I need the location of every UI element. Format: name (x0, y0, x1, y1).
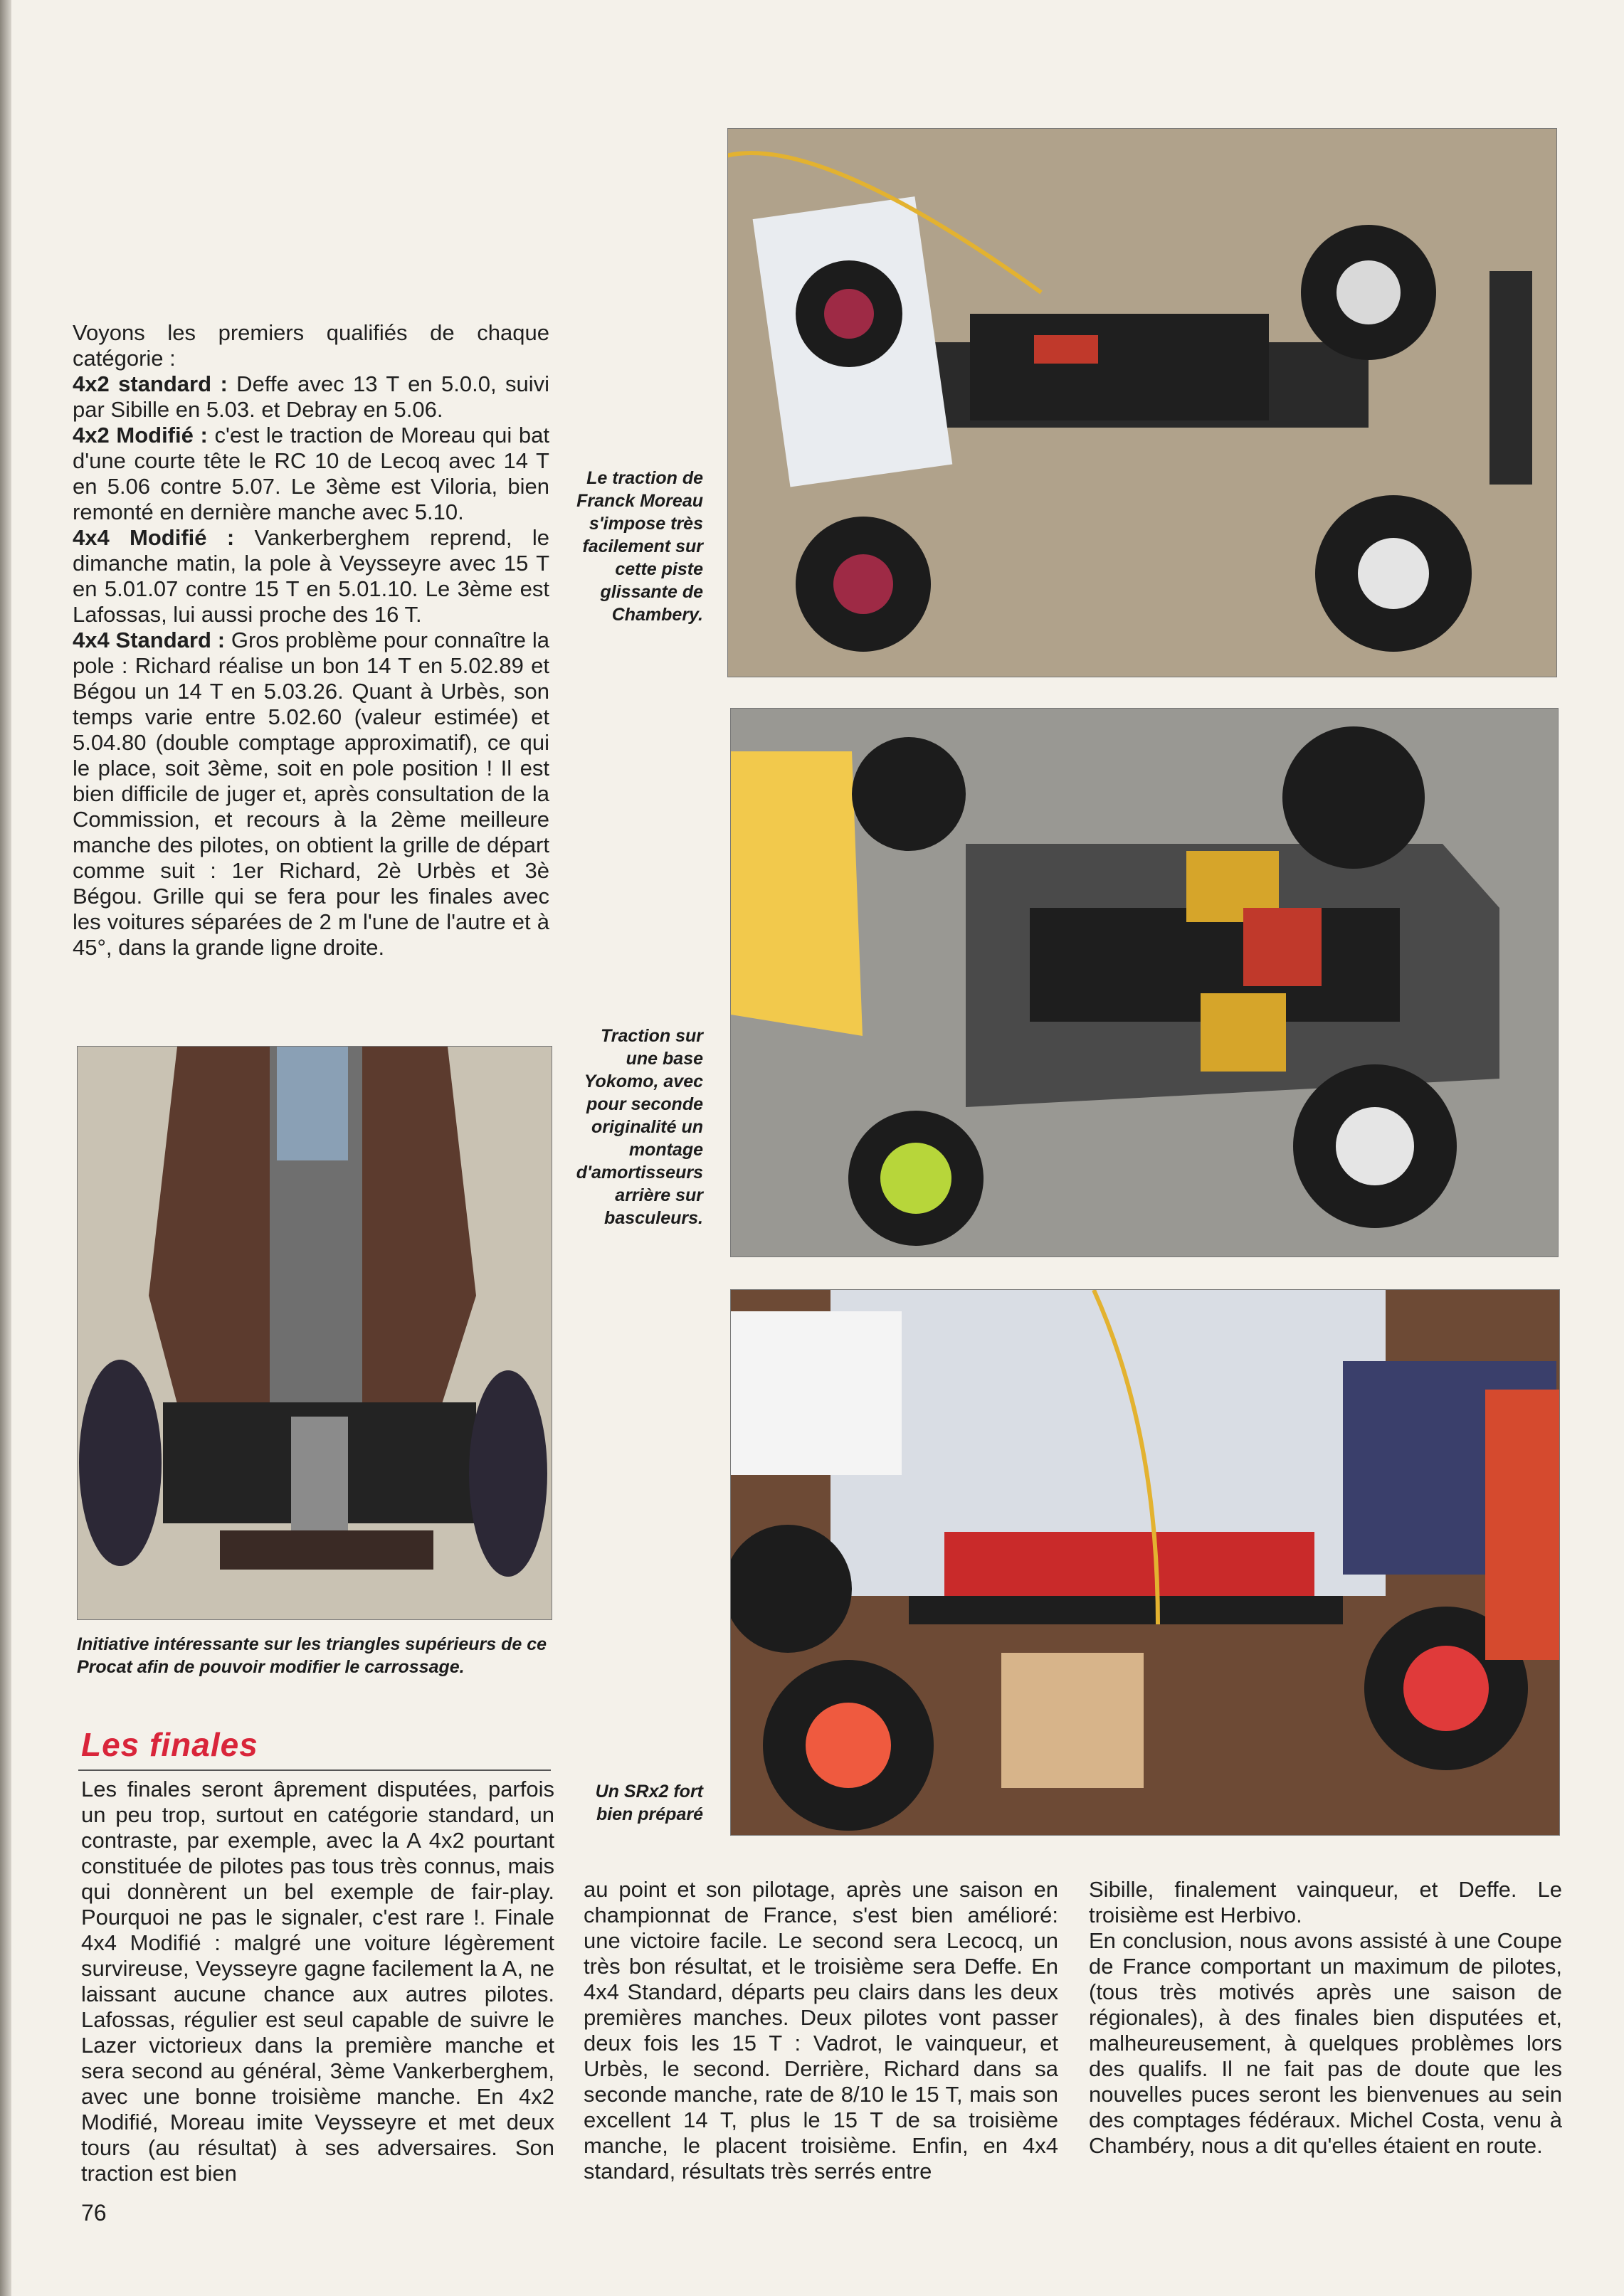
caption-photo-top: Le traction de Franck Moreau s'impose très facilement sur cette piste glissante de Chambery. (576, 468, 703, 625)
caption-photo-middle: Traction sur une base Yokomo, avec pour seconde originalité un montage d'amortisseurs arrière sur basculeurs. (576, 1026, 703, 1228)
finales-col1: Les finales seront âprement disputées, parfois un peu trop, surtout en catégorie standard, un contraste, par exemple, avec la A 4x2 pourtant constituée de pilotes pas tous très connus, mais qui donnèrent un bel exemple de fair-play. Pourquoi ne pas le signaler, c'est rare !. Finale 4x4 Modifié : malgré une voiture légèrement survireuse, Veysseyre gagne facilement la A, ne laissant aucune chance aux autres pilotes. Lafossas, régulier est seul capable de suivre le Lazer victorieux dans la première manche et sera second au général, 3ème Vankerberghem, avec une bonne troisième manche. En 4x2 Modifié, Moreau imite Veysseyre et met deux tours (au résultat) à ses adversaires. Son traction est bien (81, 1777, 554, 2186)
intro-4x4-modifie: 4x4 Modifié : Vankerberghem reprend, le dimanche matin, la pole à Veysseyre avec 15 T en 5.01.07 contre 15 T en 5.01.10. Le 3ème est Lafossas, lui aussi proche des 16 T. (73, 525, 549, 627)
section-title-les-finales: Les finales (81, 1726, 258, 1763)
ghost-logo-watermark (149, 121, 505, 292)
photo-left-procat (77, 1046, 552, 1620)
section-divider (78, 1769, 551, 1771)
intro-4x2-standard: 4x2 standard : Deffe avec 13 T en 5.0.0, suivi par Sibille en 5.03. et Debray en 5.06. (73, 371, 549, 422)
finales-col3: Sibille, finalement vainqueur, et Deffe. Le troisième est Herbivo. En conclusion, nous avons assisté à une Coupe de France comportant un maximum de pilotes,(tous très motivés après une saison de régionales), à des finales bien disputées et, malheureusement, à quelques problèmes lors des qualifs. Il ne fait pas de doute que les nouvelles puces seront les bienvenues au sein des comptages fédéraux. Michel Costa, venu à Chambéry, nous a dit qu'elles étaient en route. (1089, 1877, 1562, 2158)
intro-4x2-modifie: 4x2 Modifié : c'est le traction de Moreau qui bat d'une courte tête le RC 10 de Lecoq avec 14 T en 5.06 contre 5.07. Le 3ème est Viloria, bien remonté en dernière manche avec 5.10. (73, 423, 550, 524)
intro-text (73, 320, 549, 961)
page-gutter (0, 0, 11, 2296)
caption-photo-bottom: Un SRx2 fort bien préparé (595, 1782, 703, 1824)
photo-top-traction (727, 128, 1557, 677)
page-number: 76 (81, 2200, 107, 2226)
caption-photo-left: Initiative intéressante sur les triangles supérieurs de ce Procat afin de pouvoir modifier le carrossage. (77, 1634, 547, 1677)
photo-middle-yokomo (730, 708, 1559, 1257)
intro-lead: Voyons les premiers qualifiés de chaque catégorie : (73, 320, 549, 371)
intro-4x4-standard: 4x4 Standard : Gros problème pour connaître la pole : Richard réalise un bon 14 T en 5.02.89 et Bégou un 14 T en 5.03.26. Quant à Urbès, son temps varie entre 5.02.60 (valeur estimée) et 5.04.80 (double comptage approximatif), ce qui le place, soit 3ème, soit en pole position ! Il est bien difficile de juger et, après consultation de la Commission, et recours à la 2ème meilleure manche des pilotes, on obtient la grille de départ comme suit : 1er Richard, 2è Urbès et 3è Bégou. Grille qui se fera pour les finales avec les voitures séparées de 2 m l'une de l'autre et à 45°, dans la grande ligne droite. (73, 628, 549, 960)
photo-bottom-srx2 (730, 1289, 1560, 1836)
finales-col2: au point et son pilotage, après une saison en championnat de France, s'est bien amélioré: une victoire facile. Le second sera Lecocq, un très bon résultat, et le troisième sera Deffe. En 4x4 Standard, départs peu clairs dans les deux premières manches. Deux pilotes vont passer deux fois les 15 T : Vadrot, le vainqueur, et Urbès, le second. Derrière, Richard dans sa seconde manche, rate de 8/10 le 15 T, mais son excellent 14 T, plus le 15 T de sa troisième manche, le placent troisième. Enfin, en 4x4 standard, résultats très serrés entre (584, 1877, 1058, 2184)
